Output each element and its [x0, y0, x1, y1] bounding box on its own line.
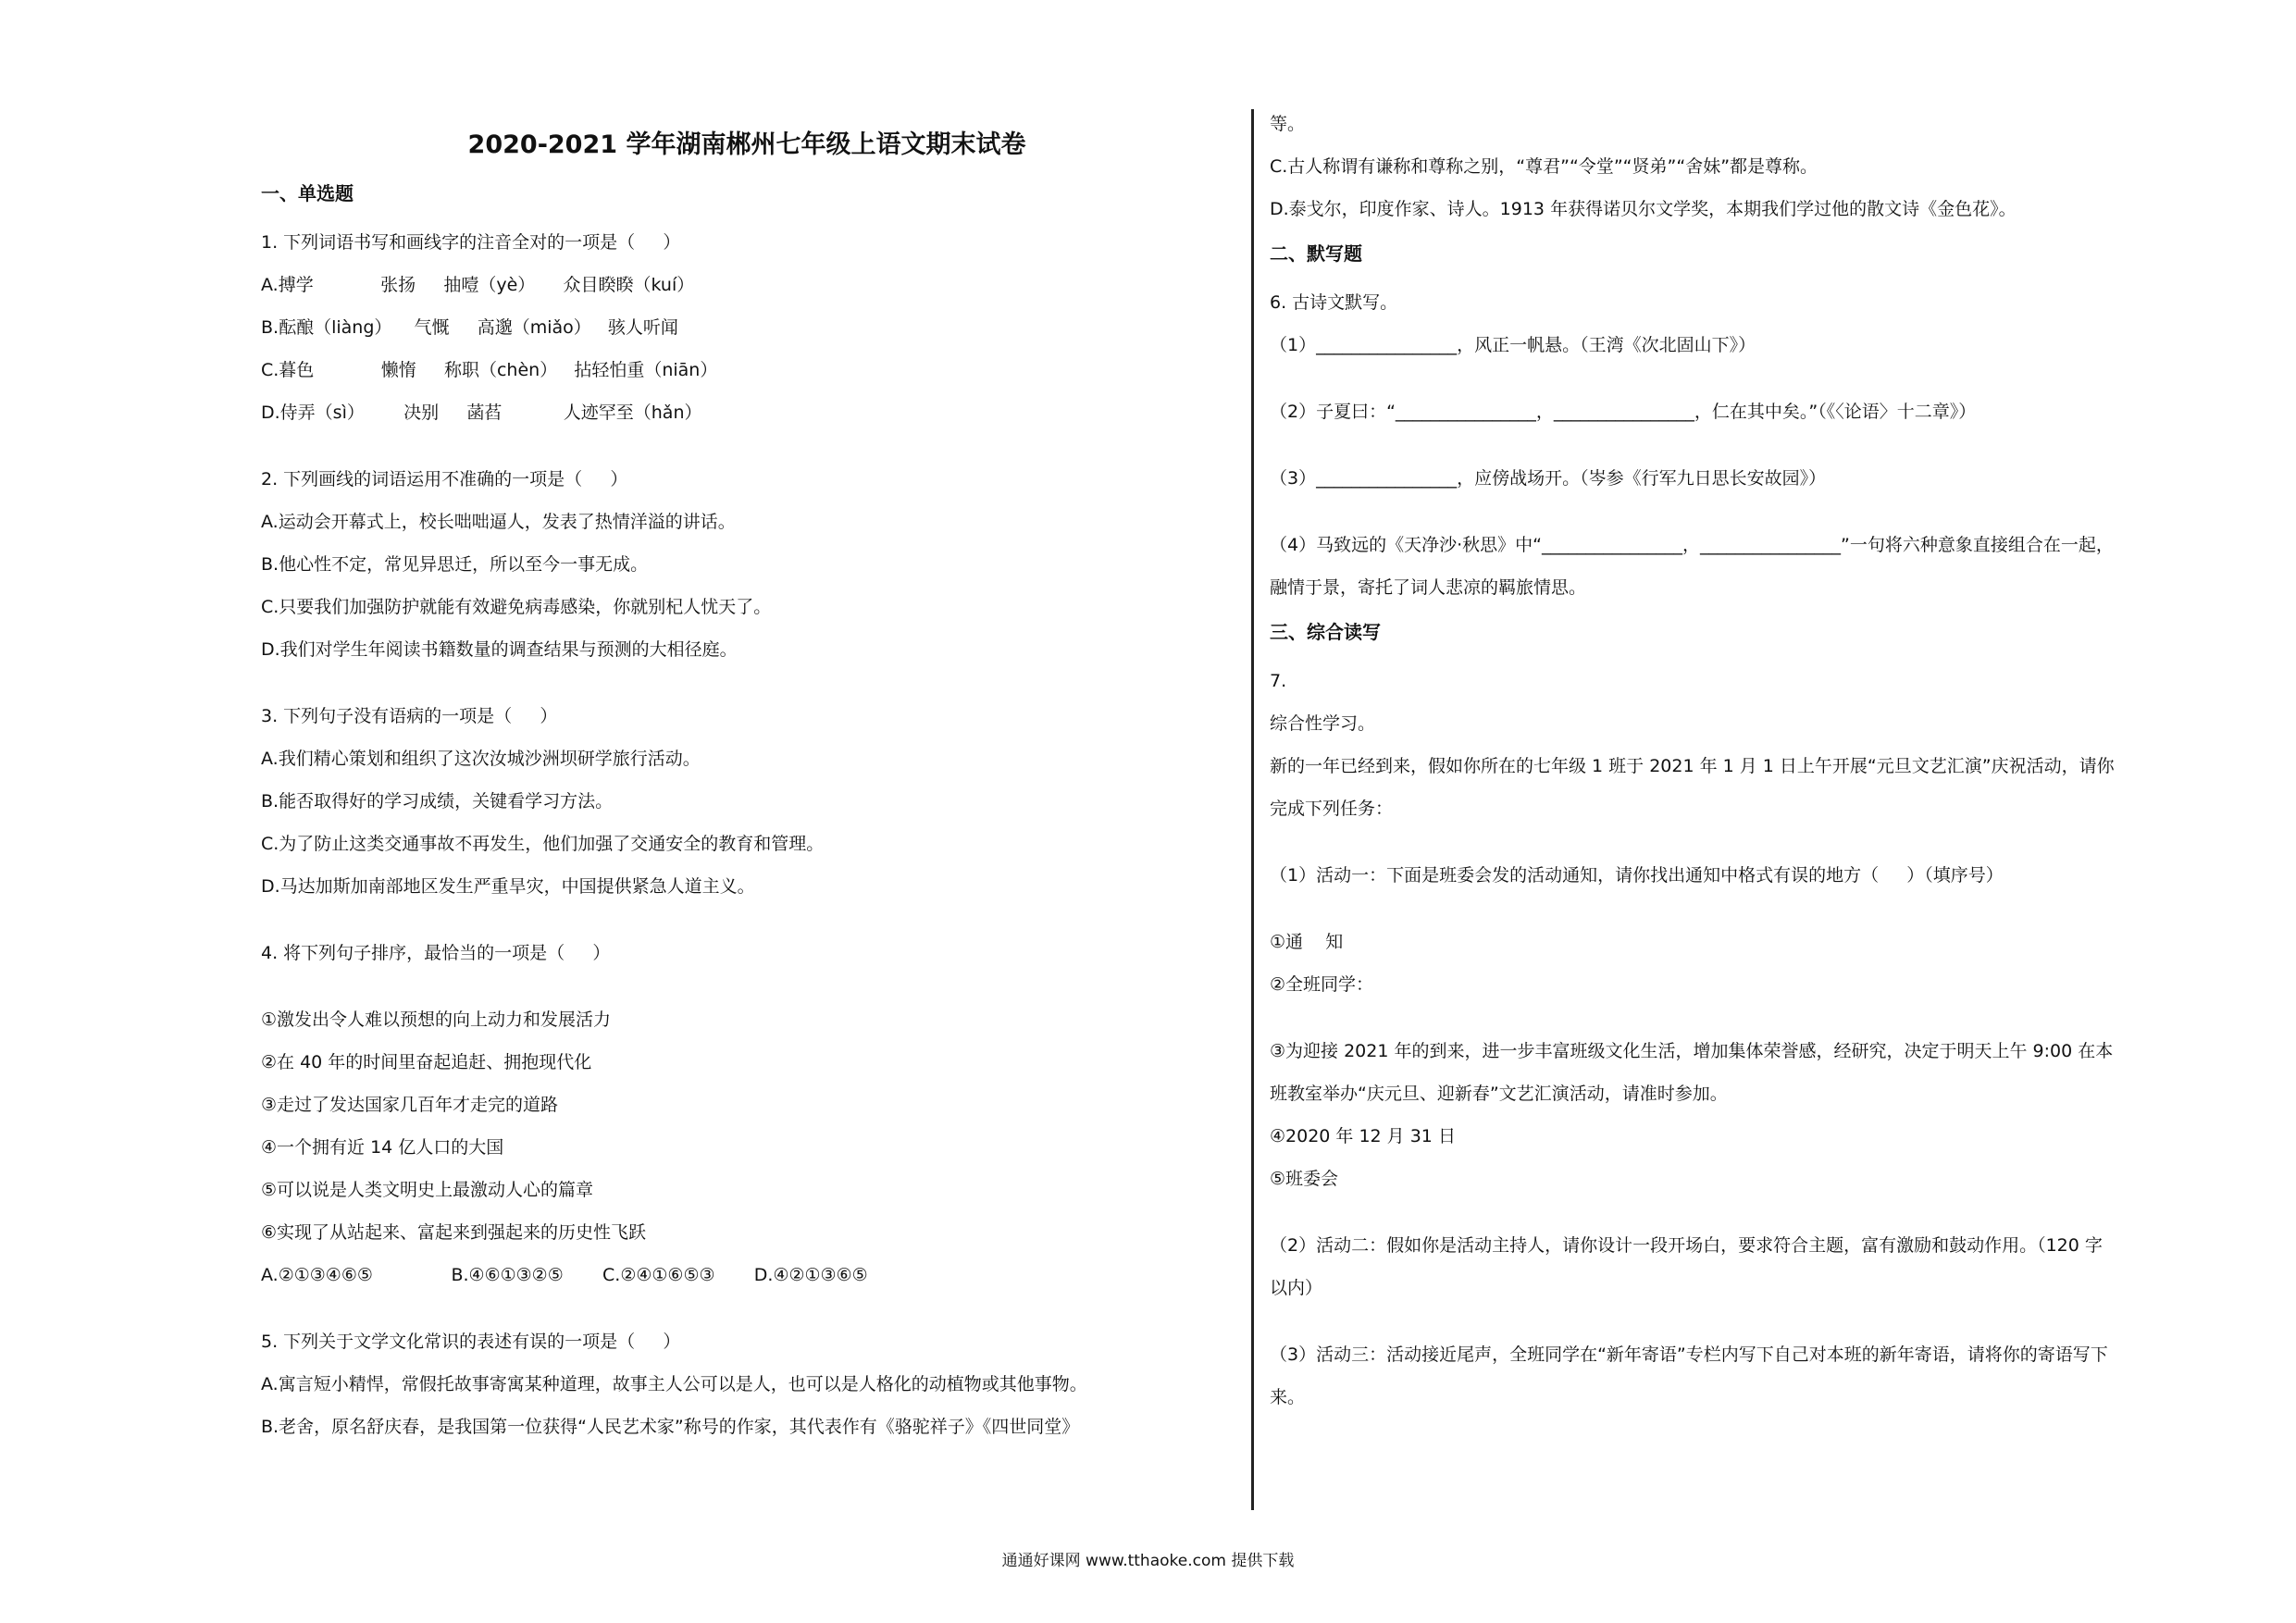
section-heading-single-choice: 一、单选题 — [261, 182, 354, 204]
question-stem: 6. 古诗文默写。 — [1270, 292, 1398, 313]
question-stem: 3. 下列句子没有语病的一项是（ ） — [261, 706, 558, 726]
option-d: D.泰戈尔，印度作家、诗人。1913 年获得诺贝尔文学奖，本期我们学过他的散文诗《金色花》。 — [1270, 199, 2017, 219]
option-c: C.暮色 懒惰 称职（chèn） 拈轻怕重（niān） — [261, 360, 718, 380]
option-b-continued: 等。 — [1270, 114, 1306, 134]
question-2 — [261, 466, 1233, 663]
sentence-item: ②在 40 年的时间里奋起追赶、拥抱现代化 — [261, 1052, 592, 1072]
sentence-item: ⑥实现了从站起来、富起来到强起来的历史性飞跃 — [261, 1222, 647, 1243]
blank-item-4-continued: 融情于景，寄托了词人悲凉的羁旅情思。 — [1270, 577, 1587, 598]
question-3 — [261, 703, 1233, 899]
sentence-item: ⑤可以说是人类文明史上最激动人心的篇章 — [261, 1180, 594, 1200]
blank-item-1: （1）________________，风正一帆悬。（王湾《次北固山下》） — [1270, 335, 1756, 355]
sentence-item: ③走过了发达国家几百年才走完的道路 — [261, 1095, 559, 1115]
question-heading: 综合性学习。 — [1270, 713, 1376, 734]
question-7 — [1270, 668, 2251, 1410]
option-d: D.我们对学生年阅读书籍数量的调查结果与预测的大相径庭。 — [261, 639, 738, 660]
question-stem: 4. 将下列句子排序，最恰当的一项是（ ） — [261, 943, 611, 963]
question-stem: 2. 下列画线的词语运用不准确的一项是（ ） — [261, 469, 628, 489]
question-6 — [1270, 290, 2251, 601]
column-divider — [1251, 109, 1254, 1510]
notice-line: ③为迎接 2021 年的到来，进一步丰富班级文化生活，增加集体荣誉感，经研究，决定于明天上午 9:00 在本 — [1270, 1041, 2114, 1061]
page-footer: 通通好课网 www.tthaoke.com 提供下载 — [1001, 1552, 1295, 1570]
page-title: 2020-2021 学年湖南郴州七年级上语文期末试卷 — [467, 130, 1026, 159]
option-b: B.他心性不定，常见异思迁，所以至今一事无成。 — [261, 554, 649, 575]
notice-line: ①通 知 — [1270, 932, 1344, 952]
blank-item-4: （4）马致远的《天净沙·秋思》中“________________，________________”一句将六种意象直接组合在一起， — [1270, 535, 2114, 555]
sentence-item: ①激发出令人难以预想的向上动力和发展活力 — [261, 1010, 612, 1030]
sentence-item: ④一个拥有近 14 亿人口的大国 — [261, 1137, 504, 1158]
blank-item-3: （3）________________，应傍战场开。（岑参《行军九日思长安故园》） — [1270, 468, 1827, 489]
notice-line: 班教室举办“庆元旦、迎新春”文艺汇演活动，请准时参加。 — [1270, 1084, 1728, 1104]
task-3: （3）活动三：活动接近尾声，全班同学在“新年寄语”专栏内写下自己对本班的新年寄语，请将你的寄语写下 — [1270, 1344, 2108, 1365]
question-1 — [261, 229, 1233, 426]
option-a: A.寓言短小精悍，常假托故事寄寓某种道理，故事主人公可以是人，也可以是人格化的动植物或其他事物。 — [261, 1374, 1087, 1394]
question-5 — [261, 1329, 1233, 1440]
option-c: C.只要我们加强防护就能有效避免病毒感染，你就别杞人忧天了。 — [261, 597, 772, 617]
option-a: A.我们精心策划和组织了这次汝城沙洲坝研学旅行活动。 — [261, 749, 701, 769]
section-heading-dictation: 二、默写题 — [1270, 242, 1362, 265]
task-2: （2）活动二：假如你是活动主持人，请你设计一段开场白，要求符合主题，富有激励和鼓动作用。（120 字 — [1270, 1235, 2103, 1256]
task-2-continued: 以内） — [1270, 1278, 1323, 1298]
notice-line: ④2020 年 12 月 31 日 — [1270, 1126, 1456, 1146]
option-a: A.运动会开幕式上，校长咄咄逼人，发表了热情洋溢的讲话。 — [261, 512, 736, 532]
answer-options: A.②①③④⑥⑤ B.④⑥①③②⑤ C.②④①⑥⑤③ D.④②①③⑥⑤ — [261, 1265, 868, 1285]
notice-line: ⑤班委会 — [1270, 1169, 1339, 1189]
option-c: C.为了防止这类交通事故不再发生，他们加强了交通安全的教育和管理。 — [261, 834, 825, 854]
option-b: B.酝酿（liàng） 气慨 高邈（miǎo） 骇人听闻 — [261, 317, 678, 338]
option-c: C.古人称谓有谦称和尊称之别，“尊君”“令堂”“贤弟”“舍妹”都是尊称。 — [1270, 156, 1818, 177]
task-1: （1）活动一：下面是班委会发的活动通知，请你找出通知中格式有误的地方（ ）（填序号） — [1270, 865, 2004, 886]
question-4 — [261, 940, 1233, 1288]
section-heading-comprehensive: 三、综合读写 — [1270, 621, 1381, 643]
blank-item-2: （2）子夏曰：“________________，________________，仁在其中矣。”（《〈论语〉十二章》） — [1270, 402, 1977, 422]
option-d: D.马达加斯加南部地区发生严重旱灾，中国提供紧急人道主义。 — [261, 876, 755, 897]
notice-line: ②全班同学： — [1270, 974, 1374, 995]
option-d: D.侍弄（sì） 决别 菡萏 人迹罕至（hǎn） — [261, 403, 702, 423]
option-b: B.能否取得好的学习成绩，关键看学习方法。 — [261, 791, 614, 812]
left-column — [261, 111, 1233, 1456]
question-intro: 新的一年已经到来，假如你所在的七年级 1 班于 2021 年 1 月 1 日上午开展“元旦文艺汇演”庆祝活动，请你 — [1270, 756, 2115, 776]
task-3-continued: 来。 — [1270, 1387, 1306, 1407]
question-number: 7. — [1270, 671, 1287, 691]
question-intro-continued: 完成下列任务： — [1270, 799, 1394, 819]
option-b: B.老舍，原名舒庆春，是我国第一位获得“人民艺术家”称号的作家，其代表作有《骆驼祥子》《四世同堂》 — [261, 1417, 1080, 1437]
right-column — [1270, 111, 2251, 1427]
question-stem: 1. 下列词语书写和画线字的注音全对的一项是（ ） — [261, 232, 681, 253]
option-a: A.搏学 张扬 抽噎（yè） 众目睽睽（kuí） — [261, 275, 695, 295]
question-stem: 5. 下列关于文学文化常识的表述有误的一项是（ ） — [261, 1332, 681, 1352]
